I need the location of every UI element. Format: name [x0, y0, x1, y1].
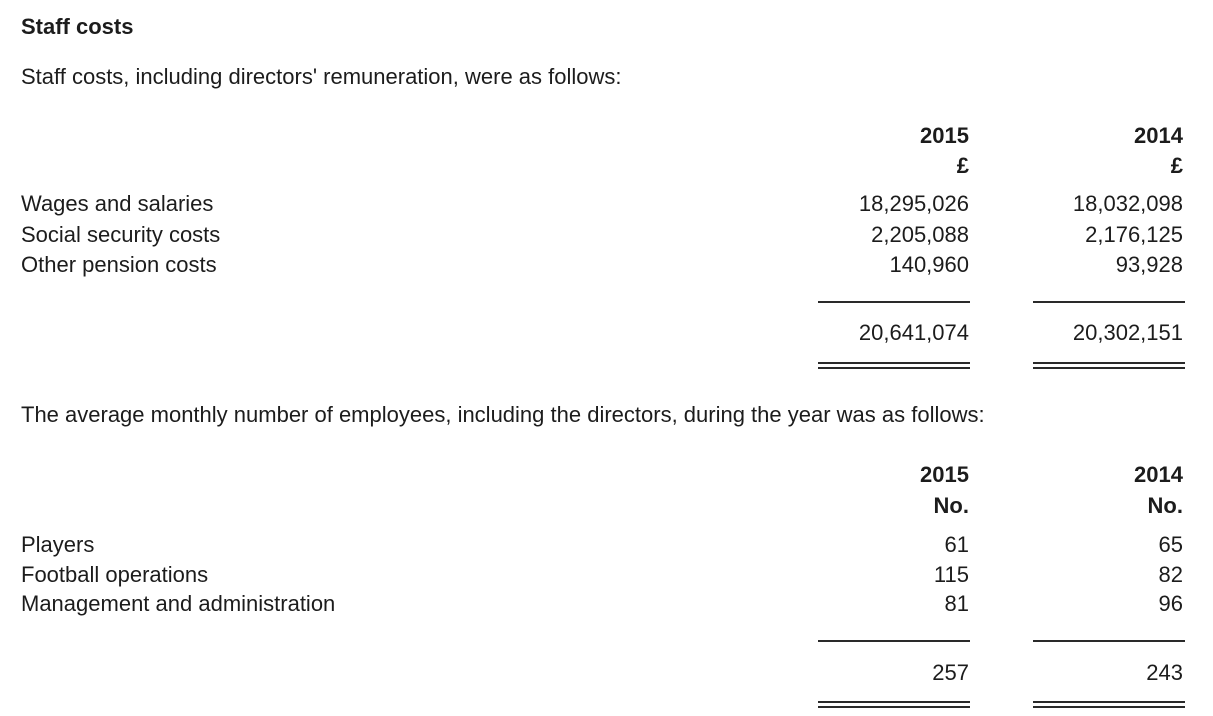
total-2014: 243	[1146, 660, 1183, 685]
value-2014: 82	[1158, 562, 1183, 587]
value-2015: 140,960	[889, 252, 969, 277]
value-2015: 18,295,026	[858, 191, 969, 216]
section-title: Staff costs	[21, 14, 134, 39]
total-double-rule-2015	[818, 362, 970, 369]
subtotal-rule-2015	[818, 640, 970, 642]
total-2014: 20,302,151	[1072, 320, 1183, 345]
total-2015: 20,641,074	[858, 320, 969, 345]
value-2015: 2,205,088	[871, 222, 969, 247]
value-2015: 61	[944, 532, 969, 557]
value-2014: 2,176,125	[1085, 222, 1183, 247]
subtotal-rule-2015	[818, 301, 970, 303]
total-double-rule-2015	[818, 701, 970, 708]
employees-unit-2014: No.	[1147, 493, 1183, 518]
value-2014: 96	[1158, 591, 1183, 616]
row-label: Wages and salaries	[21, 191, 214, 216]
costs-unit-2014: £	[1170, 153, 1183, 178]
row-label: Football operations	[21, 562, 209, 587]
employees-unit-2015: No.	[933, 493, 969, 518]
row-label: Management and administration	[21, 591, 336, 616]
employees-year-2014-header: 2014	[1134, 462, 1183, 487]
costs-unit-2015: £	[956, 153, 969, 178]
costs-year-2014-header: 2014	[1134, 123, 1183, 148]
value-2014: 18,032,098	[1072, 191, 1183, 216]
subtotal-rule-2014	[1033, 301, 1185, 303]
value-2015: 81	[944, 591, 969, 616]
costs-year-2015-header: 2015	[920, 123, 969, 148]
total-double-rule-2014	[1033, 362, 1185, 369]
employees-year-2015-header: 2015	[920, 462, 969, 487]
employees-intro-text: The average monthly number of employees, including the directors, during the year was as follows:	[21, 402, 985, 427]
total-2015: 257	[932, 660, 969, 685]
value-2014: 93,928	[1115, 252, 1183, 277]
value-2015: 115	[933, 562, 969, 587]
row-label: Other pension costs	[21, 252, 217, 277]
value-2014: 65	[1158, 532, 1183, 557]
row-label: Social security costs	[21, 222, 221, 247]
costs-intro-text: Staff costs, including directors' remuneration, were as follows:	[21, 64, 622, 89]
subtotal-rule-2014	[1033, 640, 1185, 642]
row-label: Players	[21, 532, 95, 557]
total-double-rule-2014	[1033, 701, 1185, 708]
